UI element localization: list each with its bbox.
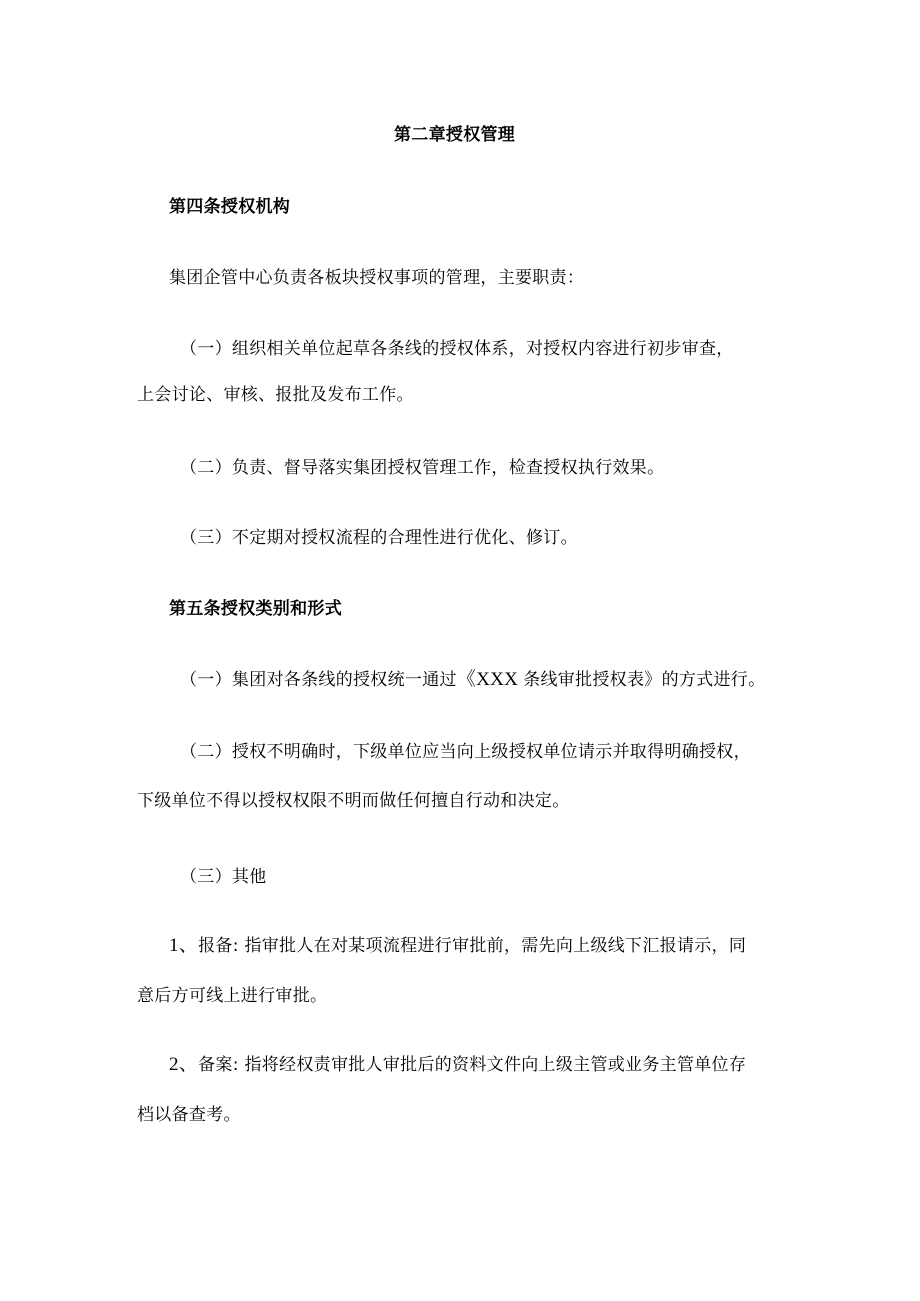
article5-item1 [180, 669, 765, 691]
article5-item1-suffix: 条线审批授权表》的方式进行。 [523, 670, 766, 690]
article5-sub1-line2: 意后方可线上进行审批。 [137, 986, 328, 1006]
article4-item2: （二）负责、督导落实集团授权管理工作，检查授权执行效果。 [180, 458, 665, 478]
article5-sub2-text: 备案: 指将经权责审批人审批后的资料文件向上级主管或业务主管单位存 [198, 1055, 747, 1075]
article5-sub2-line1 [169, 1054, 746, 1076]
article5-item1-prefix: （一）集团对各条线的授权统一通过 [180, 670, 457, 690]
article5-item2-line2: 下级单位不得以授权权限不明而做任何擅自行动和决定。 [137, 791, 570, 811]
article4-intro: 集团企管中心负责各板块授权事项的管理，主要职责： [169, 268, 585, 288]
article4-item3: （三）不定期对授权流程的合理性进行优化、修订。 [180, 528, 578, 548]
article5-sub2-num: 2、 [169, 1054, 199, 1075]
article5-item1-xxx: 《XXX [456, 669, 519, 690]
article5-sub1-text: 报备: 指审批人在对某项流程进行审批前，需先向上级线下汇报请示，同 [198, 936, 747, 956]
article4-item1-line1: （一）组织相关单位起草各条线的授权体系，对授权内容进行初步审查， [180, 339, 734, 359]
chapter-title: 第二章授权管理 [394, 125, 516, 145]
article4-heading: 第四条授权机构 [169, 197, 291, 217]
article5-item2-line1: （二）授权不明确时，下级单位应当向上级授权单位请示并取得明确授权， [180, 742, 751, 762]
article4-item1-line2: 上会讨论、审核、报批及发布工作。 [137, 385, 414, 405]
article5-sub2-line2: 档以备查考。 [137, 1105, 241, 1125]
article5-sub1-line1 [169, 935, 746, 957]
article5-heading: 第五条授权类别和形式 [169, 599, 342, 619]
article5-sub1-num: 1、 [169, 935, 199, 956]
article5-item3: （三）其他 [180, 867, 267, 887]
